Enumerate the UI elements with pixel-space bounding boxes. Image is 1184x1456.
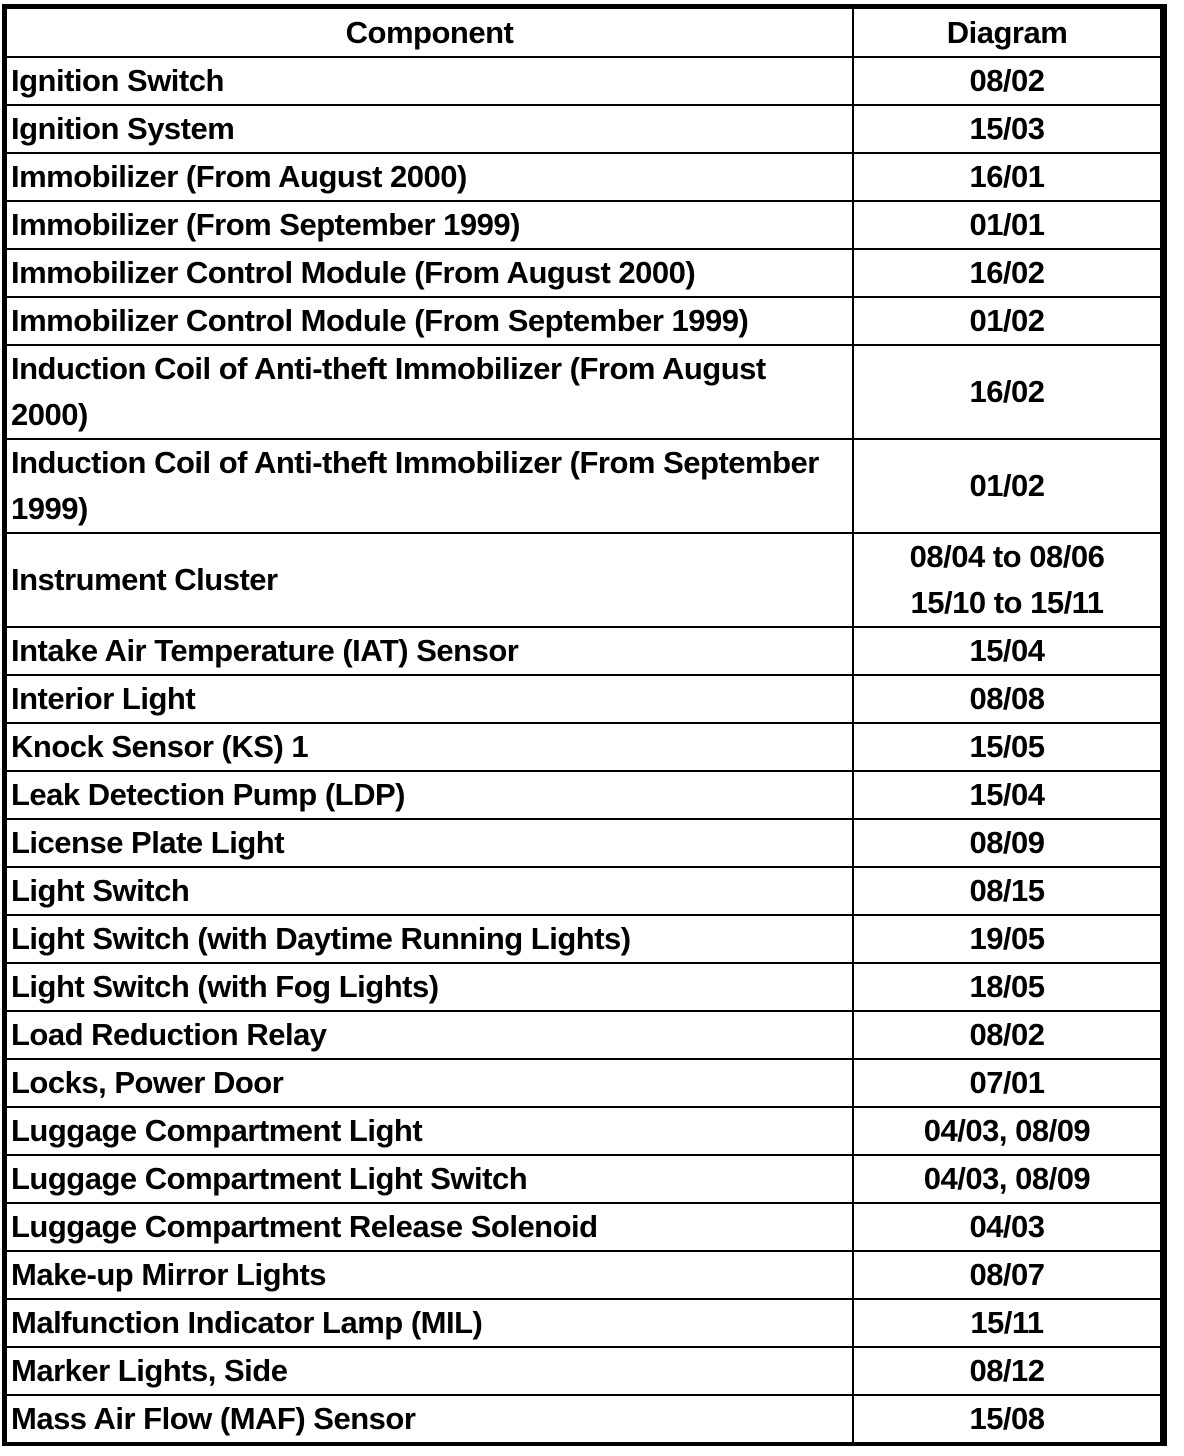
component-cell: Light Switch (with Daytime Running Lights)	[6, 915, 853, 963]
component-cell: Induction Coil of Anti-theft Immobilizer (From September 1999)	[6, 439, 853, 533]
table-row	[6, 57, 1161, 105]
table-row	[6, 345, 1161, 439]
header-diagram: Diagram	[853, 8, 1161, 57]
component-cell: Ignition System	[6, 105, 853, 153]
diagram-cell: 04/03, 08/09	[853, 1107, 1161, 1155]
component-cell: Immobilizer Control Module (From August 2000)	[6, 249, 853, 297]
component-cell: Immobilizer (From August 2000)	[6, 153, 853, 201]
table-row	[6, 915, 1161, 963]
diagram-cell: 01/02	[853, 439, 1161, 533]
table-row	[6, 439, 1161, 533]
component-cell: Load Reduction Relay	[6, 1011, 853, 1059]
table-row	[6, 1299, 1161, 1347]
diagram-cell: 15/08	[853, 1395, 1161, 1443]
diagram-cell: 15/04	[853, 771, 1161, 819]
component-cell: Luggage Compartment Release Solenoid	[6, 1203, 853, 1251]
component-diagram-table	[5, 7, 1162, 1444]
component-cell: Immobilizer (From September 1999)	[6, 201, 853, 249]
table-row	[6, 1251, 1161, 1299]
diagram-cell: 16/01	[853, 153, 1161, 201]
component-cell: License Plate Light	[6, 819, 853, 867]
component-cell: Luggage Compartment Light	[6, 1107, 853, 1155]
component-cell: Light Switch	[6, 867, 853, 915]
table-row	[6, 771, 1161, 819]
table-row	[6, 249, 1161, 297]
component-cell: Light Switch (with Fog Lights)	[6, 963, 853, 1011]
table-header-row	[6, 8, 1161, 57]
table-row	[6, 627, 1161, 675]
diagram-cell: 15/04	[853, 627, 1161, 675]
table-row	[6, 533, 1161, 627]
diagram-cell: 08/09	[853, 819, 1161, 867]
header-component: Component	[6, 8, 853, 57]
diagram-cell: 15/05	[853, 723, 1161, 771]
table-row	[6, 153, 1161, 201]
table-row	[6, 297, 1161, 345]
diagram-cell: 15/03	[853, 105, 1161, 153]
diagram-cell: 08/12	[853, 1347, 1161, 1395]
component-cell: Malfunction Indicator Lamp (MIL)	[6, 1299, 853, 1347]
diagram-cell: 04/03	[853, 1203, 1161, 1251]
diagram-cell: 18/05	[853, 963, 1161, 1011]
component-cell: Interior Light	[6, 675, 853, 723]
component-cell: Locks, Power Door	[6, 1059, 853, 1107]
table-row	[6, 1347, 1161, 1395]
table-row	[6, 1203, 1161, 1251]
diagram-cell: 15/11	[853, 1299, 1161, 1347]
component-cell: Luggage Compartment Light Switch	[6, 1155, 853, 1203]
diagram-cell: 01/01	[853, 201, 1161, 249]
component-cell: Make-up Mirror Lights	[6, 1251, 853, 1299]
table-row	[6, 867, 1161, 915]
table-row	[6, 1107, 1161, 1155]
component-cell: Leak Detection Pump (LDP)	[6, 771, 853, 819]
diagram-cell: 04/03, 08/09	[853, 1155, 1161, 1203]
diagram-cell: 07/01	[853, 1059, 1161, 1107]
diagram-cell: 16/02	[853, 249, 1161, 297]
component-cell: Knock Sensor (KS) 1	[6, 723, 853, 771]
component-cell: Mass Air Flow (MAF) Sensor	[6, 1395, 853, 1443]
component-cell: Intake Air Temperature (IAT) Sensor	[6, 627, 853, 675]
table-row	[6, 1011, 1161, 1059]
diagram-cell: 08/07	[853, 1251, 1161, 1299]
component-cell: Induction Coil of Anti-theft Immobilizer (From August 2000)	[6, 345, 853, 439]
diagram-cell: 08/04 to 08/06 15/10 to 15/11	[853, 533, 1161, 627]
table-row	[6, 675, 1161, 723]
diagram-cell: 08/08	[853, 675, 1161, 723]
diagram-cell: 19/05	[853, 915, 1161, 963]
diagram-cell: 16/02	[853, 345, 1161, 439]
table-row	[6, 1395, 1161, 1443]
component-diagram-table-frame	[2, 4, 1167, 1446]
diagram-cell: 08/15	[853, 867, 1161, 915]
table-row	[6, 819, 1161, 867]
table-row	[6, 723, 1161, 771]
diagram-cell: 08/02	[853, 1011, 1161, 1059]
diagram-cell: 08/02	[853, 57, 1161, 105]
diagram-cell: 01/02	[853, 297, 1161, 345]
table-row	[6, 1059, 1161, 1107]
table-row	[6, 105, 1161, 153]
table-row	[6, 963, 1161, 1011]
table-row	[6, 1155, 1161, 1203]
component-cell: Instrument Cluster	[6, 533, 853, 627]
component-cell: Ignition Switch	[6, 57, 853, 105]
component-cell: Immobilizer Control Module (From September 1999)	[6, 297, 853, 345]
component-cell: Marker Lights, Side	[6, 1347, 853, 1395]
table-row	[6, 201, 1161, 249]
